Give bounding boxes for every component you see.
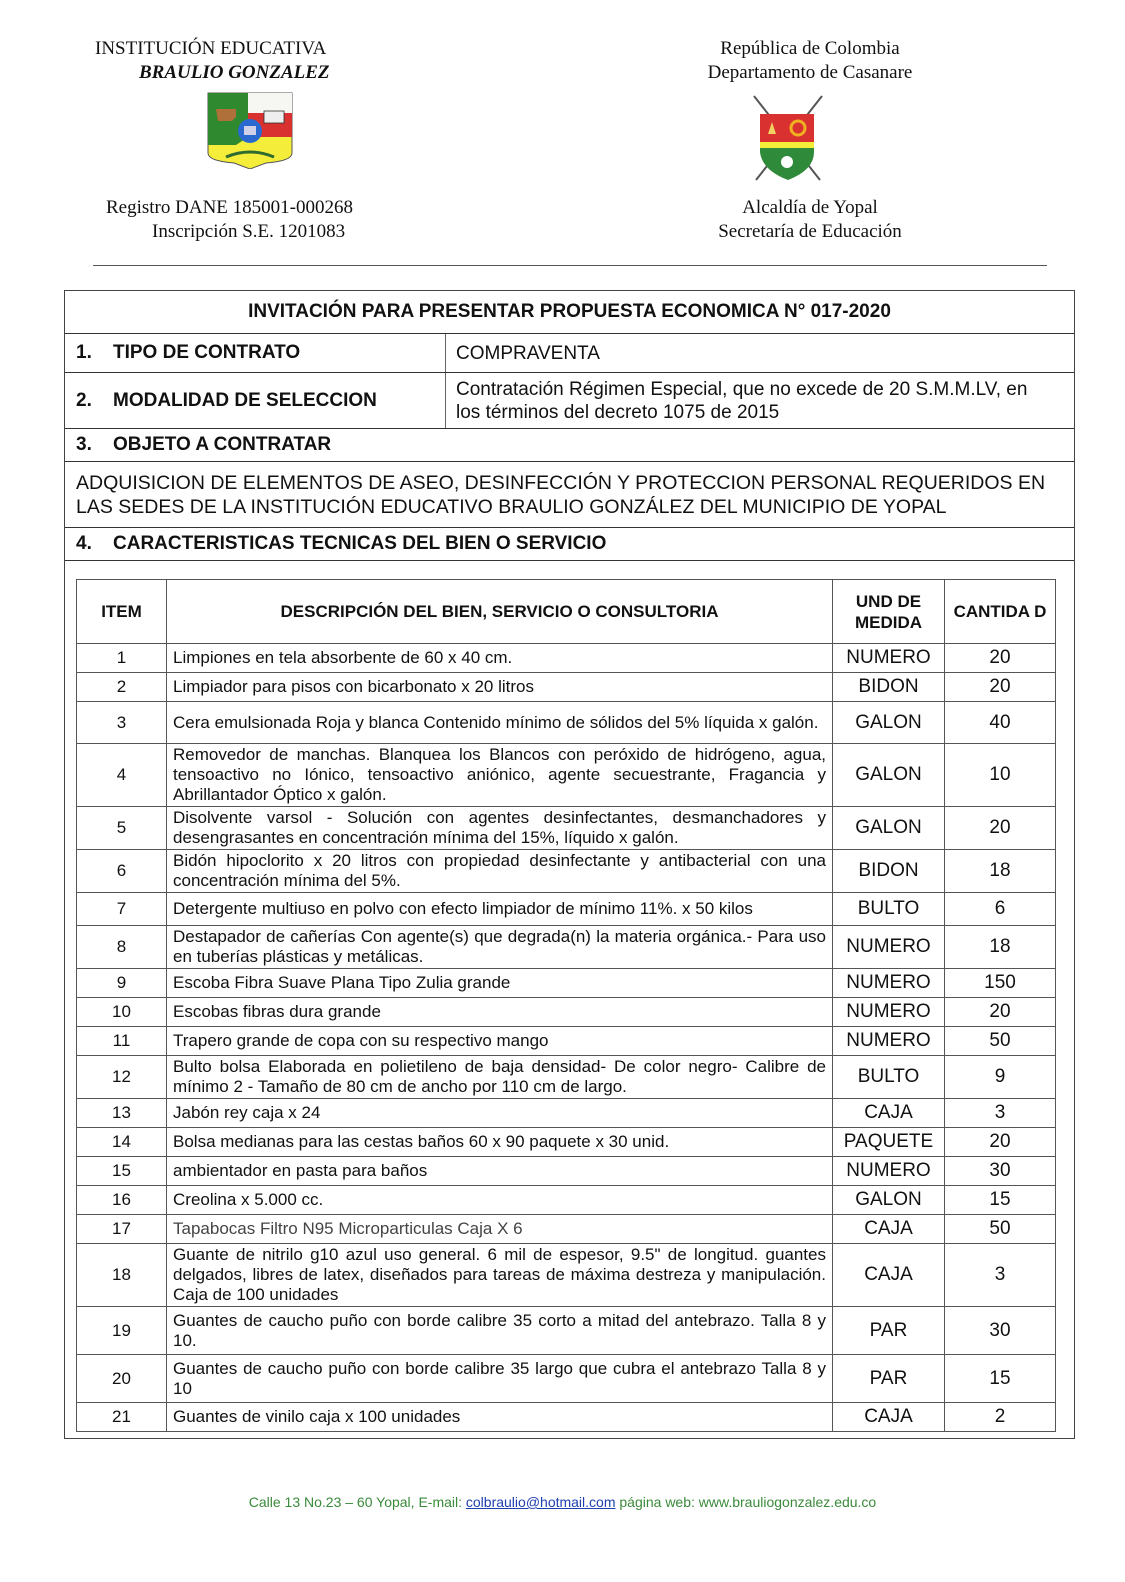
item-unit: GALON [833, 807, 945, 850]
item-description: Destapador de cañerías Con agente(s) que degrada(n) la materia orgánica.- Para uso en tuberías plásticas y metálicas. [167, 926, 833, 969]
table-row [77, 1128, 1056, 1157]
table-row [77, 673, 1056, 702]
field-modalidad-seleccion [65, 373, 1074, 429]
item-quantity: 3 [945, 1099, 1056, 1128]
registro-dane: Registro DANE 185001-000268 [106, 197, 353, 218]
item-number: 12 [77, 1056, 167, 1099]
item-unit: NUMERO [833, 644, 945, 673]
item-description: Detergente multiuso en polvo con efecto limpiador de mínimo 11%. x 50 kilos [167, 893, 833, 926]
item-description: Tapabocas Filtro N95 Microparticulas Caja X 6 [167, 1215, 833, 1244]
item-number: 13 [77, 1099, 167, 1128]
table-row [77, 893, 1056, 926]
field-number: 1. [76, 342, 92, 363]
header-divider [93, 265, 1047, 266]
item-number: 1 [77, 644, 167, 673]
table-row [77, 744, 1056, 807]
item-number: 6 [77, 850, 167, 893]
item-unit: GALON [833, 1186, 945, 1215]
header-item: ITEM [77, 580, 167, 644]
form-title: INVITACIÓN PARA PRESENTAR PROPUESTA ECONOMICA N° 017-2020 [65, 291, 1074, 334]
item-number: 3 [77, 702, 167, 744]
table-row [77, 1215, 1056, 1244]
item-unit: NUMERO [833, 1027, 945, 1056]
item-quantity: 2 [945, 1403, 1056, 1432]
item-unit: GALON [833, 744, 945, 807]
item-description: Escoba Fibra Suave Plana Tipo Zulia grande [167, 969, 833, 998]
item-description: Guantes de caucho puño con borde calibre 35 corto a mitad del antebrazo. Talla 8 y 10. [167, 1307, 833, 1355]
footer-address: Calle 13 No.23 – 60 Yopal, E-mail: [248, 1494, 466, 1510]
items-table-wrapper [65, 561, 1074, 1438]
item-number: 2 [77, 673, 167, 702]
item-unit: NUMERO [833, 998, 945, 1027]
item-unit: BIDON [833, 673, 945, 702]
item-number: 8 [77, 926, 167, 969]
item-description: Guantes de vinilo caja x 100 unidades [167, 1403, 833, 1432]
item-number: 11 [77, 1027, 167, 1056]
header-description: DESCRIPCIÓN DEL BIEN, SERVICIO O CONSULTORIA [167, 580, 833, 644]
item-number: 5 [77, 807, 167, 850]
item-number: 16 [77, 1186, 167, 1215]
registration-info [106, 196, 396, 244]
section-number: 3. [76, 434, 92, 455]
table-row [77, 1027, 1056, 1056]
table-row [77, 1355, 1056, 1403]
table-row [77, 1307, 1056, 1355]
item-number: 20 [77, 1355, 167, 1403]
item-description: Guantes de caucho puño con borde calibre 35 largo que cubra el antebrazo Talla 8 y 10 [167, 1355, 833, 1403]
school-crest-icon [206, 91, 294, 169]
table-header-row [77, 580, 1056, 644]
item-quantity: 50 [945, 1215, 1056, 1244]
item-quantity: 30 [945, 1307, 1056, 1355]
item-unit: NUMERO [833, 969, 945, 998]
invitation-form [64, 290, 1075, 1439]
item-description: Limpiador para pisos con bicarbonato x 20 litros [167, 673, 833, 702]
footer-web: página web: www.brauliogonzalez.edu.co [615, 1494, 877, 1510]
item-quantity: 15 [945, 1355, 1056, 1403]
item-unit: BULTO [833, 1056, 945, 1099]
table-row [77, 850, 1056, 893]
item-unit: NUMERO [833, 1157, 945, 1186]
header-quantity: CANTIDA D [945, 580, 1056, 644]
item-description: Removedor de manchas. Blanquea los Blancos con peróxido de hidrógeno, agua, tensoactivo no Iónico, tensoactivo aniónico, agente secuestrante, Fragancia y Abrillantador Óptico x galón. [167, 744, 833, 807]
table-row [77, 1403, 1056, 1432]
item-quantity: 18 [945, 926, 1056, 969]
objeto-description: ADQUISICION DE ELEMENTOS DE ASEO, DESINFECCIÓN Y PROTECCION PERSONAL REQUERIDOS EN LAS SEDES DE LA INSTITUCIÓN EDUCATIVO BRAULIO GONZÁLEZ DEL MUNICIPIO DE YOPAL [65, 462, 1074, 528]
item-number: 18 [77, 1244, 167, 1307]
item-number: 21 [77, 1403, 167, 1432]
item-quantity: 3 [945, 1244, 1056, 1307]
item-description: Bulto bolsa Elaborada en polietileno de baja densidad- De color negro- Calibre de mínimo 2 - Tamaño de 80 cm de ancho por 110 cm de largo. [167, 1056, 833, 1099]
table-row [77, 807, 1056, 850]
item-unit: CAJA [833, 1099, 945, 1128]
item-unit: NUMERO [833, 926, 945, 969]
municipality-info [680, 196, 940, 244]
item-quantity: 18 [945, 850, 1056, 893]
item-number: 14 [77, 1128, 167, 1157]
item-unit: CAJA [833, 1244, 945, 1307]
table-row [77, 926, 1056, 969]
item-quantity: 9 [945, 1056, 1056, 1099]
item-number: 9 [77, 969, 167, 998]
item-unit: GALON [833, 702, 945, 744]
item-description: Bolsa medianas para las cestas baños 60 x 90 paquete x 30 unid. [167, 1128, 833, 1157]
item-unit: BIDON [833, 850, 945, 893]
table-row [77, 1244, 1056, 1307]
table-row [77, 1157, 1056, 1186]
item-description: Trapero grande de copa con su respectivo mango [167, 1027, 833, 1056]
item-description: Guante de nitrilo g10 azul uso general. 6 mil de espesor, 9.5" de longitud. guantes delgados, libres de latex, diseñados para tareas de máxima destreza y manipulación. Caja de 100 unidades [167, 1244, 833, 1307]
table-row [77, 1056, 1056, 1099]
secretaria-label: Secretaría de Educación [718, 221, 902, 242]
field-label [65, 334, 446, 372]
item-quantity: 40 [945, 702, 1056, 744]
items-table [76, 579, 1056, 1432]
field-label-text: MODALIDAD DE SELECCION [113, 389, 377, 411]
header-unit: UND DE MEDIDA [833, 580, 945, 644]
table-row [77, 969, 1056, 998]
section-label: OBJETO A CONTRATAR [113, 434, 332, 455]
section-number: 4. [76, 533, 92, 554]
item-number: 4 [77, 744, 167, 807]
table-row [77, 1186, 1056, 1215]
field-value: COMPRAVENTA [456, 342, 600, 364]
section-objeto-heading [65, 429, 1074, 462]
item-number: 7 [77, 893, 167, 926]
item-number: 15 [77, 1157, 167, 1186]
item-unit: PAR [833, 1307, 945, 1355]
item-number: 19 [77, 1307, 167, 1355]
field-label-text: TIPO DE CONTRATO [113, 342, 301, 363]
item-number: 17 [77, 1215, 167, 1244]
item-description: Limpiones en tela absorbente de 60 x 40 cm. [167, 644, 833, 673]
item-quantity: 20 [945, 998, 1056, 1027]
item-description: Creolina x 5.000 cc. [167, 1186, 833, 1215]
item-quantity: 150 [945, 969, 1056, 998]
item-quantity: 20 [945, 644, 1056, 673]
table-row [77, 644, 1056, 673]
item-description: Jabón rey caja x 24 [167, 1099, 833, 1128]
field-number: 2. [76, 389, 92, 411]
table-row [77, 702, 1056, 744]
item-quantity: 20 [945, 1128, 1056, 1157]
casanare-coat-of-arms-icon [748, 92, 828, 184]
item-description: Bidón hipoclorito x 20 litros con propiedad desinfectante y antibacterial con una concentración mínima del 5%. [167, 850, 833, 893]
inscripcion: Inscripción S.E. 1201083 [152, 221, 346, 242]
country-label: República de Colombia [720, 38, 900, 59]
item-description: Cera emulsionada Roja y blanca Contenido mínimo de sólidos del 5% líquida x galón. [167, 702, 833, 744]
item-unit: CAJA [833, 1403, 945, 1432]
alcaldia-label: Alcaldía de Yopal [742, 197, 878, 218]
item-quantity: 20 [945, 673, 1056, 702]
item-number: 10 [77, 998, 167, 1027]
item-quantity: 15 [945, 1186, 1056, 1215]
item-description: Disolvente varsol - Solución con agentes desinfectantes, desmanchadores y desengrasantes en concentración mínima del 15%, líquido x galón. [167, 807, 833, 850]
field-label [65, 373, 446, 428]
institution-name [95, 37, 355, 85]
item-quantity: 10 [945, 744, 1056, 807]
item-unit: BULTO [833, 893, 945, 926]
field-tipo-contrato [65, 334, 1074, 373]
section-caracteristicas-heading [65, 528, 1074, 561]
item-unit: PAQUETE [833, 1128, 945, 1157]
item-unit: PAR [833, 1355, 945, 1403]
item-quantity: 50 [945, 1027, 1056, 1056]
item-quantity: 30 [945, 1157, 1056, 1186]
institution-line2: BRAULIO GONZALEZ [139, 62, 330, 83]
item-quantity: 6 [945, 893, 1056, 926]
section-label: CARACTERISTICAS TECNICAS DEL BIEN O SERVICIO [113, 533, 607, 554]
footer-email-link[interactable]: colbraulio@hotmail.com [465, 1494, 616, 1510]
footer [0, 1494, 1125, 1510]
item-description: ambientador en pasta para baños [167, 1157, 833, 1186]
table-row [77, 998, 1056, 1027]
item-unit: CAJA [833, 1215, 945, 1244]
table-row [77, 1099, 1056, 1128]
item-quantity: 20 [945, 807, 1056, 850]
department-label: Departamento de Casanare [707, 62, 913, 83]
field-value: Contratación Régimen Especial, que no excede de 20 S.M.M.LV, en los términos del decreto 1075 de 2015 [456, 378, 1028, 423]
institution-line1: INSTITUCIÓN EDUCATIVA [95, 38, 327, 59]
item-description: Escobas fibras dura grande [167, 998, 833, 1027]
government-header [660, 37, 960, 85]
